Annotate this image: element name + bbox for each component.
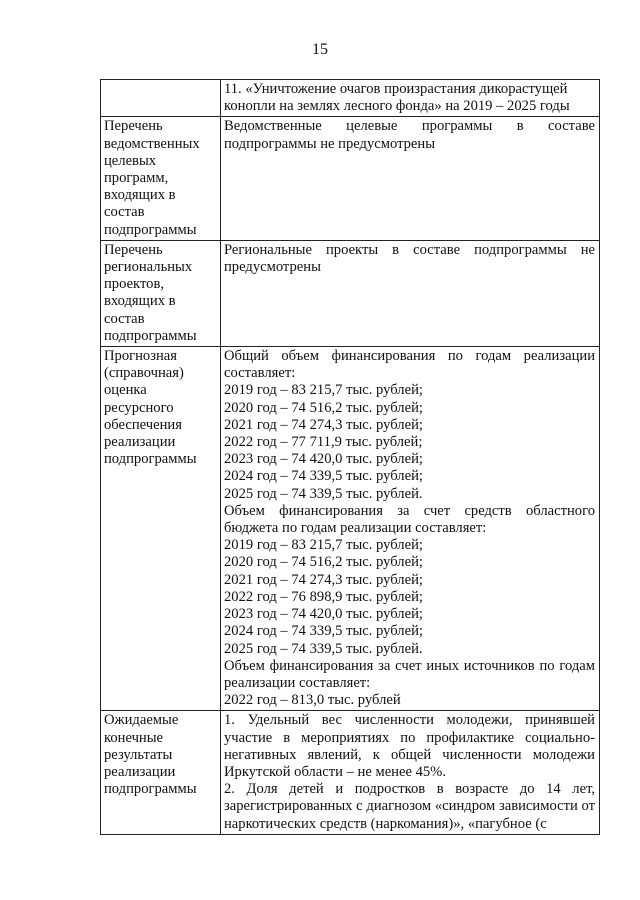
row-label-departmental-programs: Перечень ведомственных целевых программ, входящих в состав подпрограммы: [101, 117, 221, 240]
table-row-regional-projects: [101, 240, 600, 346]
regional-budget-year-line: 2024 год – 74 339,5 тыс. рублей;: [224, 623, 423, 640]
paragraph: Ведомственные целевые программы в составе подпрограммы не предусмотрены: [224, 118, 595, 152]
total-financing-year-line: 2019 год – 83 215,7 тыс. рублей;: [224, 382, 423, 399]
other-sources-intro: Объем финансирования за счет иных источников по годам реализации составляет:: [224, 657, 595, 691]
result-paragraph: 1. Удельный вес численности молодежи, принявшей участие в мероприятиях по профилактике социально-негативных явлений, к общей численности молодежи Иркутской области – не менее 45%.: [224, 712, 595, 780]
subprogram-passport-table: [100, 79, 600, 835]
row-content-departmental-programs: [221, 117, 600, 240]
regional-budget-year-line: 2025 год – 74 339,5 тыс. рублей.: [224, 640, 423, 657]
row-label-expected-results: Ожидаемые конечные результаты реализации подпрограммы: [101, 711, 221, 834]
subprogram-title: 11. «Уничтожение очагов произрастания дикорастущей конопли на землях лесного фонда» на 2019 – 2025 годы: [221, 80, 600, 117]
total-financing-year-line: 2022 год – 77 711,9 тыс. рублей;: [224, 434, 423, 451]
table-row-departmental-programs: [101, 117, 600, 240]
total-financing-year-line: 2021 год – 74 274,3 тыс. рублей;: [224, 416, 423, 433]
row-content-financing: [221, 347, 600, 711]
page-number: 15: [312, 41, 328, 58]
regional-budget-year-line: 2020 год – 74 516,2 тыс. рублей;: [224, 554, 423, 571]
result-paragraph: 2. Доля детей и подростков в возрасте до 14 лет, зарегистрированных с диагнозом «синдром зависимости от наркотических средств (наркомания)», «пагубное (с: [224, 781, 595, 832]
regional-budget-year-line: 2022 год – 76 898,9 тыс. рублей;: [224, 588, 423, 605]
total-financing-year-line: 2024 год – 74 339,5 тыс. рублей;: [224, 468, 423, 485]
row-content-expected-results: [221, 711, 600, 834]
other-sources-year-line: 2022 год – 813,0 тыс. рублей: [224, 692, 401, 709]
regional-budget-year-line: 2019 год – 83 215,7 тыс. рублей;: [224, 537, 423, 554]
regional-budget-year-line: 2023 год – 74 420,0 тыс. рублей;: [224, 606, 423, 623]
title-label-cell: [101, 80, 221, 117]
table-row-title: [101, 80, 600, 117]
total-financing-year-line: 2020 год – 74 516,2 тыс. рублей;: [224, 399, 423, 416]
total-financing-year-line: 2023 год – 74 420,0 тыс. рублей;: [224, 451, 423, 468]
row-label-regional-projects: Перечень региональных проектов, входящих в состав подпрограммы: [101, 240, 221, 346]
total-financing-year-line: 2025 год – 74 339,5 тыс. рублей.: [224, 485, 423, 502]
paragraph: Региональные проекты в составе подпрограммы не предусмотрены: [224, 241, 595, 276]
regional-budget-intro: Объем финансирования за счет средств областного бюджета по годам реализации составляет:: [224, 502, 595, 537]
row-label-financing: Прогнозная (справочная) оценка ресурсного обеспечения реализации подпрограммы: [101, 347, 221, 711]
table-row-financing: [101, 347, 600, 711]
regional-budget-year-line: 2021 год – 74 274,3 тыс. рублей;: [224, 571, 423, 588]
row-content-regional-projects: [221, 240, 600, 346]
total-financing-intro: Общий объем финансирования по годам реализации составляет:: [224, 348, 595, 382]
table-row-expected-results: [101, 711, 600, 834]
